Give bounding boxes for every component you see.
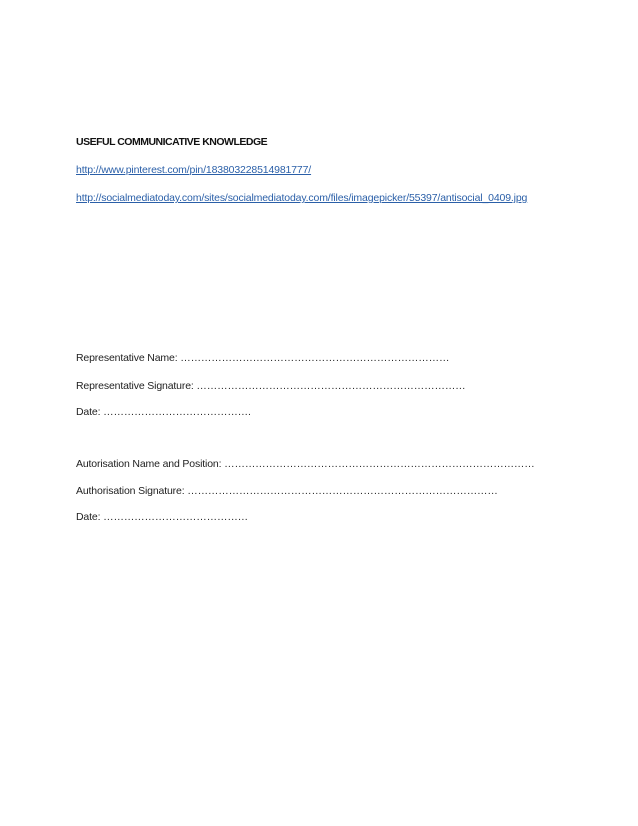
authorisation-signature-field: Authorisation Signature: ……………………………………………………………………………… [76,485,498,497]
representative-date-field: Date: ……………………………………. [76,406,251,418]
section-heading: USEFUL COMMUNICATIVE KNOWLEDGE [76,136,268,148]
socialmediatoday-link[interactable]: http://socialmediatoday.com/sites/socialmediatoday.com/files/imagepicker/55397/antisocial_0409.jpg [76,192,528,204]
authorisation-date-field: Date: …………………………………… [76,511,249,523]
representative-name-field: Representative Name: …………………………………………………………………… [76,352,450,364]
pinterest-link[interactable]: http://www.pinterest.com/pin/183803228514981777/ [76,164,312,176]
authorisation-name-position-field: Autorisation Name and Position: ……………………………………………………………………………… [76,458,535,470]
representative-signature-field: Representative Signature: …………………………………………………………………… [76,380,466,392]
